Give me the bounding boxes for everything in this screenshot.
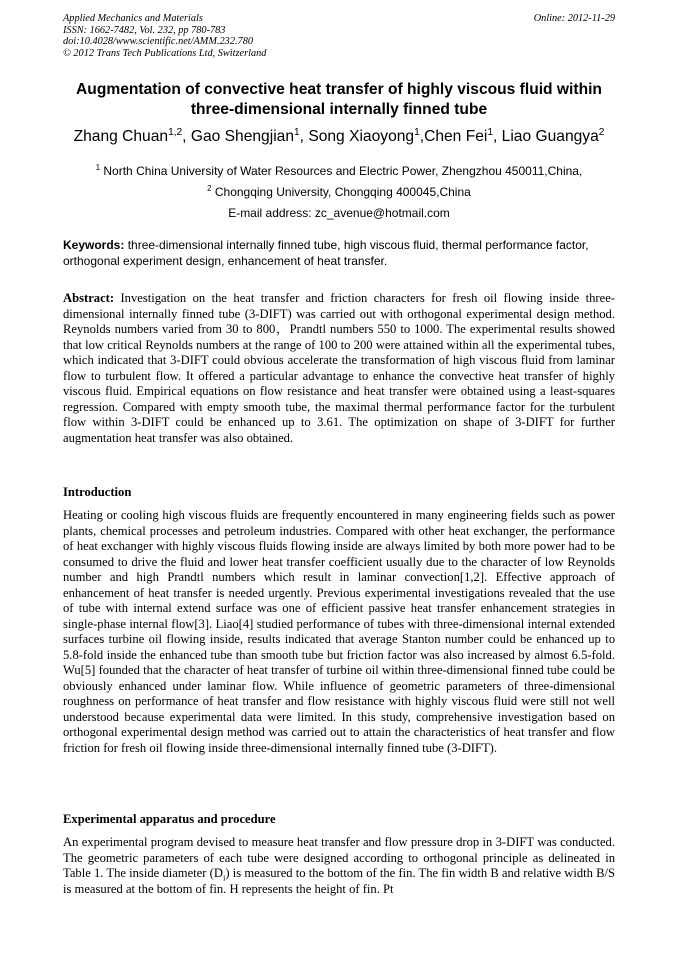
author-separator: , xyxy=(299,128,309,145)
email-address: E-mail address: zc_avenue@hotmail.com xyxy=(228,206,450,220)
author-affiliation-mark: 1,2 xyxy=(168,126,183,138)
keywords-label: Keywords: xyxy=(63,238,125,252)
author-separator: , xyxy=(493,128,502,145)
experimental-text-a: An experimental program devised to measure heat transfer and flow pressure drop in 3-DIFT was conducted. The geometric parameters of each tube were designed according to orthogonal principle as delineated in Table 1. The inside diameter (D xyxy=(63,835,615,880)
abstract-block xyxy=(63,291,615,446)
affiliation-2 xyxy=(30,184,648,200)
keywords-block xyxy=(63,238,616,270)
author-name: Gao Shengjian xyxy=(190,128,294,145)
copyright-line: © 2012 Trans Tech Publications Ltd, Switzerland xyxy=(63,47,267,59)
author-name: Zhang Chuan xyxy=(73,128,169,145)
title-line-1: Augmentation of convective heat transfer of highly viscous fluid within xyxy=(76,81,602,98)
experimental-heading: Experimental apparatus and procedure xyxy=(63,812,276,826)
author-affiliation-mark: 1 xyxy=(414,126,420,138)
author-affiliation-mark: 1 xyxy=(294,126,300,138)
affiliation-1 xyxy=(30,163,648,179)
author-name: Chen Fei xyxy=(424,128,488,145)
author-name: Liao Guangya xyxy=(501,128,599,145)
doi-line[interactable]: doi:10.4028/www.scientific.net/AMM.232.780 xyxy=(63,36,253,48)
issn-line: ISSN: 1662-7482, Vol. 232, pp 780-783 xyxy=(63,24,226,36)
experimental-text xyxy=(63,835,615,897)
introduction-heading: Introduction xyxy=(63,485,132,499)
diameter-subscript: i xyxy=(222,872,226,883)
author-list xyxy=(20,127,658,147)
author-affiliation-mark: 1 xyxy=(487,126,493,138)
introduction-text: Heating or cooling high viscous fluids are frequently encountered in many engineering fields such as power plants, chemical processes and petroleum industries. Compared with other heat exchanger, the performance of heat exchanger with highly viscous fluids flowing inside are always limited by both more power had to be consumed to drive the fluid and lower heat transfer coefficient usually due to the character of low Reynolds number and high Prandtl numbers which result in laminar convection[1,2]. Effective approach of enhancement of heat transfer is needed urgently. Previous experimental investigations revealed that the use of tube with internal extend surface was one of efficient passive heat transfer enhancement strategies in single-phase internal flow[3]. Liao[4] studied performance of tubes with three-dimensional internal extended surfaces turbine oil flowing inside, results indicated that average Stanton number could be enhanced up to 5.8-fold inside the enhanced tube than smooth tube but friction factor was also increased by almost 6.5-fold. Wu[5] founded that the character of heat transfer of turbine oil within three-dimensional finned tube could be obviously enhanced under laminar flow. While influence of geometric parameters of three-dimensional roughness on performance of heat transfer and flow resistance with highly viscous fluid were still not well understood because experimental data were limited. In this study, comprehensive investigation based on orthogonal experimental design method was carried out to attain the characteristics of heat transfer and flow friction for fresh oil flowing inside three-dimensional internally finned tube (3-DIFT). xyxy=(63,508,615,755)
journal-header xyxy=(63,13,615,59)
title-line-2: three-dimensional internally finned tube xyxy=(190,101,488,118)
abstract-label: Abstract: xyxy=(63,291,115,305)
paper-title xyxy=(40,80,638,120)
abstract-text: Investigation on the heat transfer and friction characters for fresh oil flowing inside three-dimensional internally finned tube (3-DIFT) was carried out with orthogonal experimental design method. Reynolds numbers varied from 30 to 800，Prandtl numbers 550 to 1000. The experimental results showed that low critical Reynolds numbers at the range of 100 to 200 were attained within all the experimental tubes, which indicated that 3-DIFT could obvious accelerate the transformation of high viscous fluid from laminar flow to turbulent flow. It offered a particular advantage to enhance the convective heat transfer of highly viscous fluid. Empirical equations on flow resistance and heat transfer were obtained using a least-squares regression. Compared with empty smooth tube, the maximal thermal performance factor for the turbulent flow within 3-DIFT could be enhanced up to 3.61. The optimization on shape of 3-DIFT for further augmentation heat transfer was also obtained. xyxy=(63,291,615,445)
online-date: Online: 2012-11-29 xyxy=(533,13,615,24)
affiliation-text: North China University of Water Resources and Electric Power, Zhengzhou 450011,China, xyxy=(103,164,583,178)
affiliation-mark: 1 xyxy=(95,163,101,172)
author-separator: , xyxy=(182,128,191,145)
author-separator: , xyxy=(419,128,425,145)
author-name: Song Xiaoyong xyxy=(308,128,415,145)
experimental-text-b: ) is measured to the bottom of the fin. The fin width B and relative width B/S is measured at the bottom of fin. H represents the height of fin. Pt xyxy=(63,866,615,896)
author-affiliation-mark: 2 xyxy=(598,126,605,138)
keywords-text: three-dimensional internally finned tube, high viscous fluid, thermal performance factor, orthogonal experiment design, enhancement of heat transfer. xyxy=(63,238,589,268)
journal-name: Applied Mechanics and Materials xyxy=(63,13,203,24)
affiliation-text: Chongqing University, Chongqing 400045,China xyxy=(214,185,471,199)
affiliation-mark: 2 xyxy=(207,184,212,193)
